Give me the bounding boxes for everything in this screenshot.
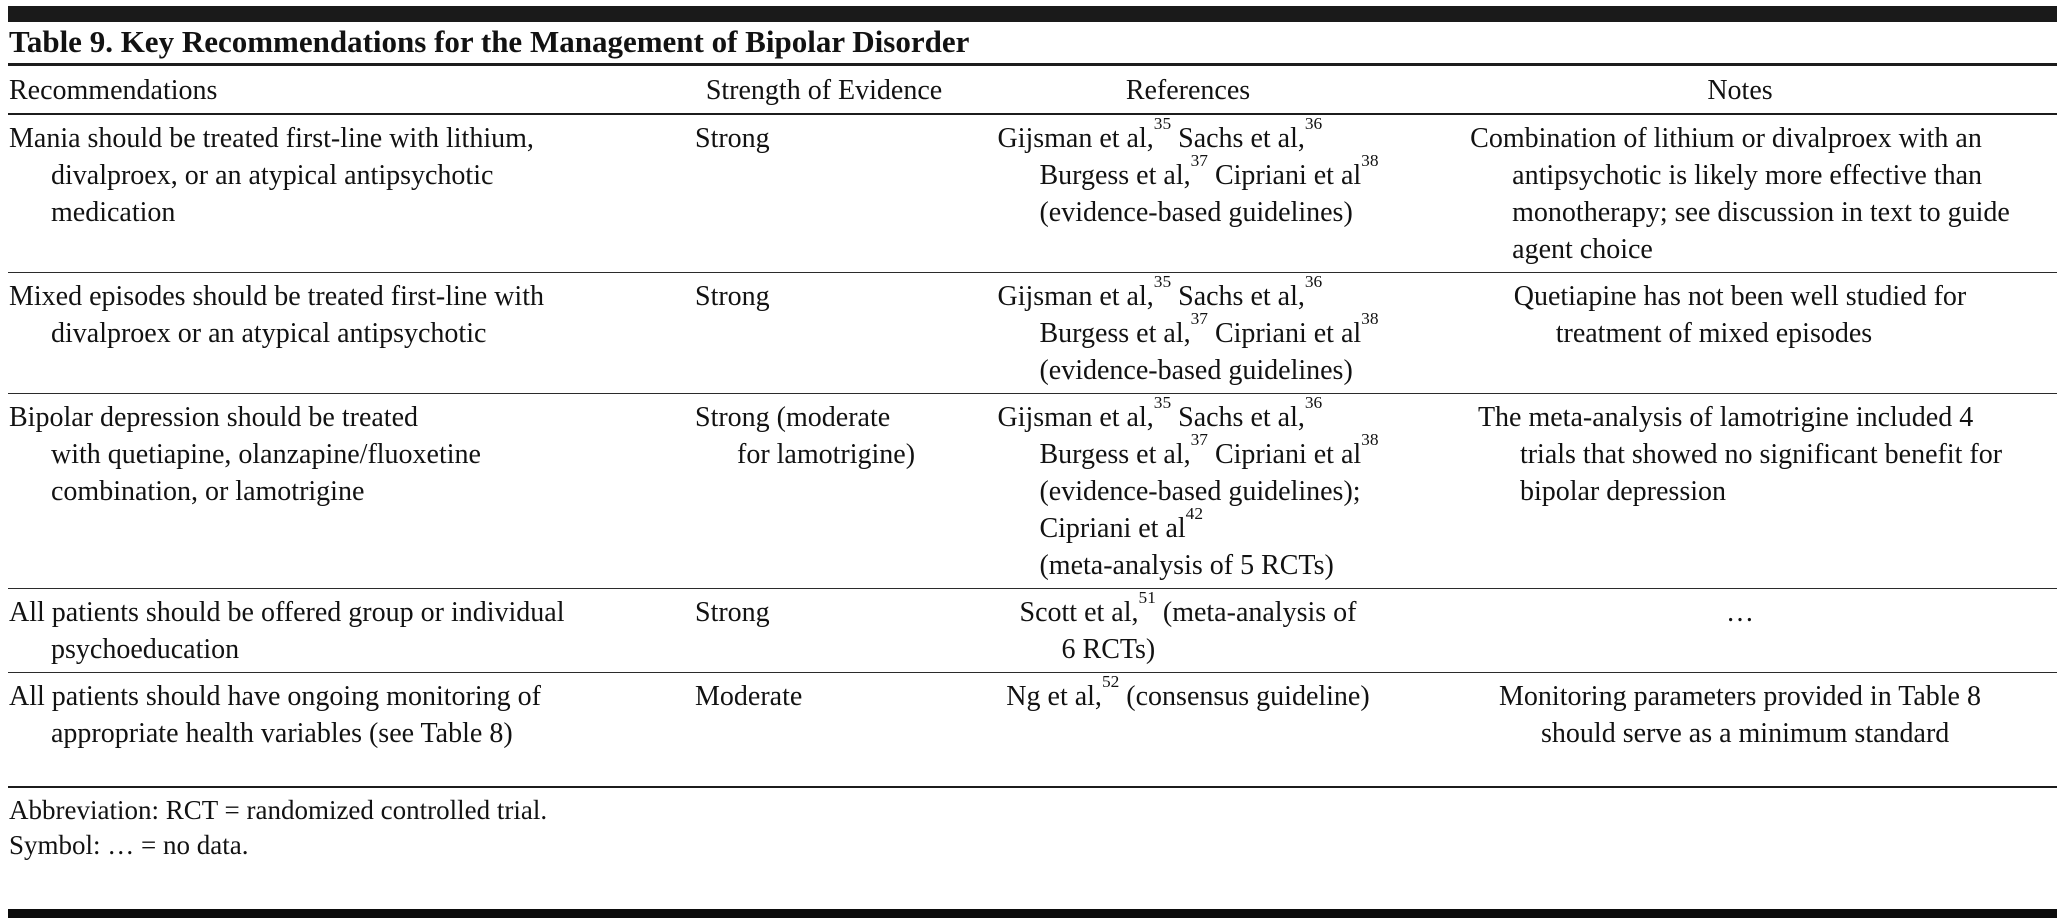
- cell-recommendation: [8, 120, 695, 268]
- cell-strength-text: Moderate: [695, 681, 803, 712]
- table-row: [8, 672, 2057, 756]
- reference-superscript: 35: [1153, 113, 1172, 133]
- cell-references-text: Gijsman et al,$^{35}$ Sachs et al,$^{36}$ Burgess et al,$^{37}$ Cipriani et $al^{38}$ (evidence-based guidelines): [997, 113, 1379, 228]
- reference-superscript: 36: [1304, 113, 1323, 133]
- cell-strength: [695, 594, 953, 668]
- cell-notes: [1423, 399, 2057, 584]
- cell-recommendation-text: Bipolar depression should be treated with quetiapine, olanzapine/fluoxetine combination, or lamotrigine: [9, 402, 481, 507]
- cell-references-text: Scott et al,$^{51}$ (meta-analysis of 6 RCTs): [1019, 587, 1357, 665]
- cell-strength: [695, 278, 953, 389]
- cell-references-text: Gijsman et al,$^{35}$ Sachs et al,$^{36}$ Burgess et al,$^{37}$ Cipriani et $al^{38}$ (evidence-based guidelines): [997, 271, 1379, 386]
- cell-notes-text: Combination of lithium or divalproex with an antipsychotic is likely more effective than monotherapy; see discussion in text to guide agent choice: [1470, 123, 2010, 265]
- cell-strength: [695, 678, 953, 752]
- cell-notes: [1423, 678, 2057, 752]
- reference-superscript: 35: [1153, 271, 1172, 291]
- cell-recommendation-text: Mixed episodes should be treated first-line with divalproex or an atypical antipsychotic: [9, 281, 544, 349]
- cell-references: [953, 671, 1423, 752]
- cell-strength-text: Strong: [695, 281, 770, 312]
- table-row: [8, 272, 2057, 393]
- reference-superscript: 52: [1101, 671, 1120, 691]
- cell-strength-text: Strong: [695, 123, 770, 154]
- cell-references-text: Gijsman et al,$^{35}$ Sachs et al,$^{36}$ Burgess et al,$^{37}$ Cipriani et $al^{38}$ (evidence-based guidelines); Cipriani et $al^{42}$ (meta-analysis of 5 RCTs): [997, 392, 1379, 581]
- cell-recommendation: [8, 278, 695, 389]
- reference-superscript: 37: [1190, 150, 1208, 170]
- cell-recommendation: [8, 399, 695, 584]
- cell-strength-text: Strong (moderate for lamotrigine): [695, 402, 916, 470]
- cell-strength-text: Strong: [695, 597, 770, 628]
- cell-notes-text: …: [1726, 597, 1754, 628]
- cell-recommendation: [8, 678, 695, 752]
- cell-references: [953, 587, 1423, 668]
- column-header-recommendations: Recommendations: [9, 75, 218, 106]
- cell-references: [953, 271, 1423, 389]
- cell-recommendation-text: All patients should have ongoing monitoring of appropriate health variables (see Table 8): [9, 681, 541, 749]
- table-row: [8, 393, 2057, 588]
- table-row: [8, 588, 2057, 672]
- table-row: [8, 115, 2057, 272]
- cell-strength: [695, 120, 953, 268]
- column-header-notes: Notes: [1707, 75, 1773, 106]
- cell-references: [953, 113, 1423, 268]
- reference-superscript: 42: [1185, 503, 1204, 523]
- cell-notes: [1423, 120, 2057, 268]
- reference-superscript: 35: [1153, 392, 1172, 412]
- cell-notes-text: Monitoring parameters provided in Table 8 should serve as a minimum standard: [1499, 681, 1981, 749]
- table-body: [8, 115, 2057, 786]
- column-header-references: References: [1125, 75, 1251, 106]
- cell-recommendation-text: All patients should be offered group or individual psychoeducation: [9, 597, 565, 665]
- cell-recommendation: [8, 594, 695, 668]
- cell-notes: [1423, 594, 2057, 668]
- reference-superscript: 37: [1190, 308, 1208, 328]
- cell-notes-text: Quetiapine has not been well studied for treatment of mixed episodes: [1513, 281, 1967, 349]
- reference-superscript: 38: [1361, 429, 1379, 449]
- reference-superscript: 36: [1304, 392, 1323, 412]
- cell-references-text: Ng et al,$^{52}$ (consensus guideline): [1006, 671, 1370, 712]
- cell-notes-text: The meta-analysis of lamotrigine included 4 trials that showed no significant benefit for bipolar depression: [1477, 402, 2003, 507]
- footnote-abbreviation: Abbreviation: RCT = randomized controlled trial.: [9, 795, 548, 825]
- table-bottom-rule: [8, 909, 2057, 918]
- reference-superscript: 36: [1304, 271, 1323, 291]
- reference-superscript: 38: [1361, 150, 1379, 170]
- table-title: Table 9. Key Recommendations for the Management of Bipolar Disorder: [9, 24, 970, 59]
- column-header-strength-of-evidence: [695, 72, 953, 109]
- cell-strength: [695, 399, 953, 584]
- cell-references: [953, 392, 1423, 584]
- cell-notes: [1423, 278, 2057, 389]
- table-footnotes: [8, 788, 2057, 863]
- column-header-strength-of-evidence-text: Strength of Evidence: [705, 75, 943, 106]
- reference-superscript: 38: [1361, 308, 1379, 328]
- table-top-rule: [8, 6, 2057, 22]
- reference-superscript: 51: [1138, 587, 1156, 607]
- table-header-row: [8, 66, 2057, 113]
- footnote-symbol: Symbol: … = no data.: [9, 830, 249, 860]
- cell-recommendation-text: Mania should be treated first-line with lithium, divalproex, or an atypical antipsychotic medication: [9, 123, 534, 228]
- reference-superscript: 37: [1190, 429, 1208, 449]
